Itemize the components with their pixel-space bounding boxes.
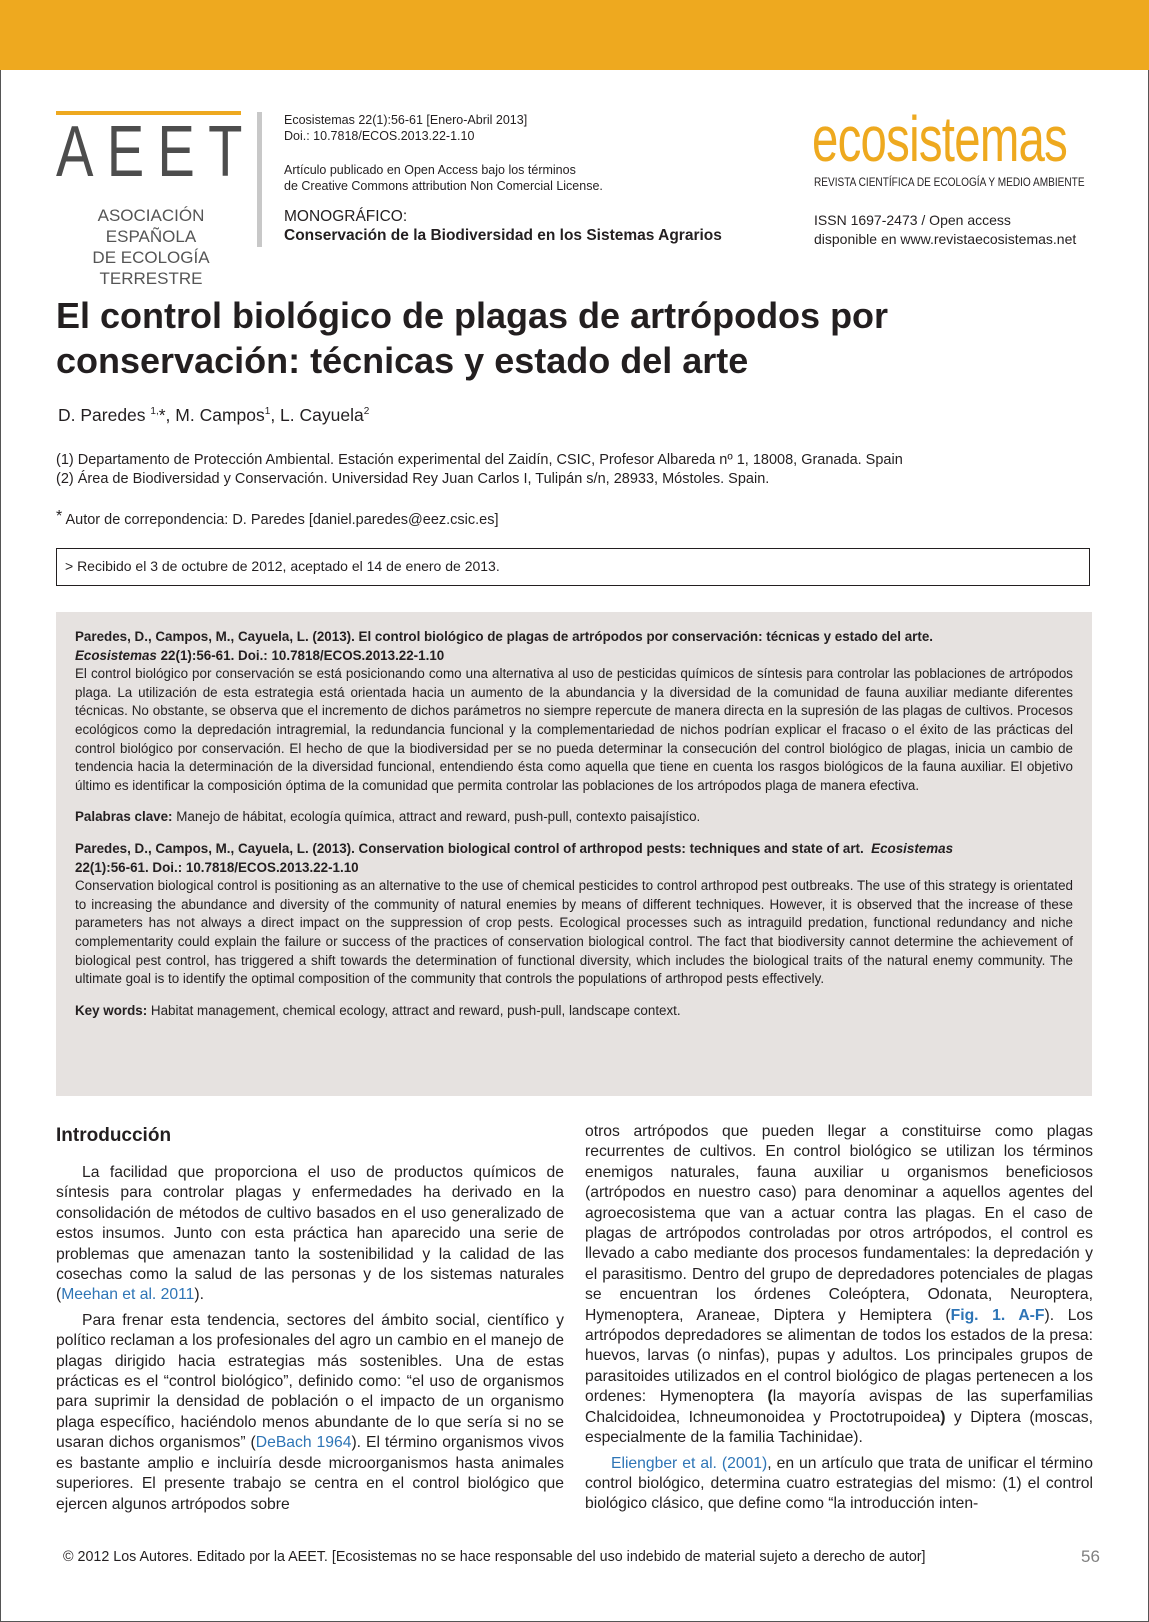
keywords-en-label: Key words: bbox=[75, 1002, 148, 1018]
ecosistemas-subtitle: REVISTA CIENTÍFICA DE ECOLOGÍA Y MEDIO AMBIENTE bbox=[814, 175, 1085, 189]
author-3-sup: 2 bbox=[363, 406, 370, 418]
article-title bbox=[56, 293, 1096, 383]
keywords-en-text: Habitat management, chemical ecology, attract and reward, push-pull, landscape context. bbox=[147, 1002, 681, 1018]
body-column-right bbox=[585, 1122, 1093, 1515]
aeet-subtitle bbox=[56, 205, 246, 289]
affiliations bbox=[56, 451, 903, 489]
abstract-es-ref: Paredes, D., Campos, M., Cayuela, L. (2013). El control biológico de plagas de artrópodos por conservación: técnicas y estado del arte. bbox=[75, 629, 933, 644]
license-line1: Artículo publicado en Open Access bajo los términos bbox=[284, 163, 576, 177]
license-info bbox=[284, 162, 603, 194]
ecosistemas-logo: ecosistemas bbox=[812, 103, 1068, 175]
author-2: *, M. Campos bbox=[158, 405, 265, 425]
abstract-es-doi: 22(1):56-61. Doi.: 10.7818/ECOS.2013.22-1.10 bbox=[156, 647, 445, 663]
author-2-sup: 1 bbox=[264, 406, 271, 418]
keywords-es-label: Palabras clave: bbox=[75, 809, 173, 825]
paragraph-1: La facilidad que proporciona el uso de productos químicos de síntesis para controlar plagas y enfermedades ha derivado en la consolidación de métodos de cultivo basados en el uso generalizado de estos insumos. Junto con esta práctica han aparecido una serie de problemas que amenazan tanto la sostenibilidad y la calidad de las cosechas como la salud de las personas y de los sistemas naturales (Meehan et al. 2011). bbox=[56, 1164, 564, 1304]
affiliation-1: (1) Departamento de Protección Ambiental. Estación experimental del Zaidín, CSIC, Profesor Albareda nº 1, 18008, Granada. Spain bbox=[56, 452, 903, 468]
ref-fig-1[interactable]: Fig. 1. A-F bbox=[950, 1306, 1045, 1324]
header-divider bbox=[257, 112, 262, 247]
keywords-es bbox=[75, 808, 1073, 827]
aeet-subtitle-line1: ASOCIACIÓN ESPAÑOLA bbox=[97, 206, 205, 246]
keywords-es-text: Manejo de hábitat, ecología química, attract and reward, push-pull, contexto paisajístico. bbox=[172, 809, 701, 825]
citation-info bbox=[284, 112, 527, 144]
keywords-en bbox=[75, 1002, 1073, 1021]
issn-info bbox=[814, 211, 1076, 249]
aeet-subtitle-line2: DE ECOLOGÍA TERRESTRE bbox=[92, 248, 210, 288]
paragraph-2: Para frenar esta tendencia, sectores del ámbito social, científico y político reclaman a los profesionales del agro un cambio en el manejo de plagas dirigido hacia estrategias más sostenibles. Una de estas prácticas es el “control biológico”, definido como: “el uso de organismos para suprimir la densidad de población o el impacto de un organismo plaga específico, haciéndolo menos abundante de lo que sería si no se usaran dichos organismos” (DeBach 1964). El término organismos vivos es bastante amplio e incluiría desde microorganismos hasta animales superiores. El presente trabajo se centra en el control biológico que ejercen algunos artrópodos sobre bbox=[56, 1311, 564, 1513]
issn: ISSN 1697-2473 / Open access bbox=[814, 212, 1011, 228]
abstract-es bbox=[75, 628, 1073, 795]
abstract-es-journal: Ecosistemas bbox=[75, 647, 157, 663]
received-box: > Recibido el 3 de octubre de 2012, aceptado el 14 de enero de 2013. bbox=[56, 548, 1090, 586]
footer-copyright: © 2012 Los Autores. Editado por la AEET. [Ecosistemas no se hace responsable del uso indebido de material sujeto a derecho de autor] bbox=[63, 1549, 926, 1565]
section-heading-intro: Introducción bbox=[56, 1125, 172, 1146]
ref-debach-1964[interactable]: DeBach 1964 bbox=[255, 1434, 352, 1452]
authors bbox=[58, 405, 369, 426]
abstract-es-text: El control biológico por conservación se está posicionando como una alternativa al uso de pesticidas químicos de síntesis para controlar las poblaciones de artrópodos plaga. La utilización de esta estrategia está orientada hacia un aumento de la abundancia y la diversidad de la comunidad de fauna auxiliar mediante diferentes técnicas. No obstante, se observa que el incremento de dichos parámetros no siempre repercute de manera directa en la supresión de las plagas de cultivos. Procesos ecológicos como la depredación intragremial, la redundancia funcional y la complementariedad de nichos podrían explicar el fracaso o el éxito de las prácticas del control biológico por conservación. El hecho de que la biodiversidad per se no pueda determinar la consecución del control biológico de plagas, inicia un cambio de tendencia hacia la determinación de la diversidad funcional, entendiendo ésta como aquella que tiene en cuenta los rasgos biológicos de la fauna auxiliar. El objetivo último es identificar la composición óptima de la comunidad que permita controlar las poblaciones de los artrópodos plaga de manera efectiva. bbox=[75, 666, 1073, 793]
page-number: 56 bbox=[1081, 1547, 1100, 1566]
abstract-en-journal: Ecosistemas bbox=[871, 840, 954, 856]
abstract-en-doi: 22(1):56-61. Doi.: 10.7818/ECOS.2013.22-1.10 bbox=[75, 859, 359, 875]
body-column-left bbox=[56, 1163, 564, 1515]
abstract-en-text: Conservation biological control is positioning as an alternative to the use of chemical pesticides to control arthropod pest outbreaks. The use of this strategy is orientated to increasing the abundance and diversity of the community of natural enemies by means of different techniques. However, it is observed that the increase of these parameters has not always a direct impact on the suppression of crop pests. Ecological processes such as intraguild predation, functional redundancy and niche complementarity could explain the failure or success of the practices of conservation biological control. The fact that biodiversity cannot determine the achievement of biological pest control, has triggered a shift towards the determination of functional diversity, which includes the biological traits of the natural enemy community. The ultimate goal is to identify the optimal composition of the community that controls the populations of arthropod pests effectively. bbox=[75, 878, 1073, 987]
affiliation-2: (2) Área de Biodiversidad y Conservación. Universidad Rey Juan Carlos I, Tulipán s/n, 28933, Móstoles. Spain. bbox=[56, 471, 770, 487]
citation-line1: Ecosistemas 22(1):56-61 [Enero-Abril 2013] bbox=[284, 113, 528, 127]
citation-line2: Doi.: 10.7818/ECOS.2013.22-1.10 bbox=[284, 129, 475, 143]
corr-text: Autor de correpondencia: D. Paredes [daniel.paredes@eez.csic.es] bbox=[62, 512, 499, 528]
license-line2: de Creative Commons attribution Non Comercial License. bbox=[284, 179, 603, 193]
abstract-content bbox=[75, 628, 1073, 1020]
abstract-box bbox=[56, 612, 1092, 1096]
author-1: D. Paredes bbox=[58, 405, 151, 425]
abstract-en bbox=[75, 840, 1073, 989]
corr-star: * bbox=[56, 508, 63, 525]
title-line2: conservación: técnicas y estado del arte bbox=[56, 340, 749, 381]
top-accent-bar bbox=[0, 0, 1149, 70]
monograph-title: Conservación de la Biodiversidad en los Sistemas Agrarios bbox=[284, 227, 722, 244]
monograph-label: MONOGRÁFICO: bbox=[284, 208, 408, 225]
ref-meehan-2011[interactable]: Meehan et al. 2011 bbox=[61, 1286, 195, 1304]
paragraph-3: otros artrópodos que pueden llegar a constituirse como plagas recurrentes de cultivos. En control biológico se utilizan los términos enemigos naturales, fauna auxiliar u organismos beneficiosos (artrópodos en nuestro caso) para denominar a aquellos agentes del agroecosistema que van a actuar contra las plagas. En el caso de plagas de artrópodos controladas por otros artrópodos, el control es llevado a cabo mediante dos procesos fundamentales: la depredación y el parasitismo. Dentro del grupo de depredadores potenciales de plagas se encuentran los órdenes Coleóptera, Odonata, Neuroptera, Hymenoptera, Araneae, Diptera y Hemiptera (Fig. 1. A-F). Los artrópodos depredadores se alimentan de todos los estados de la presa: huevos, larvas (o ninfas), pupas y adultos. Los principales grupos de parasitoides utilizados en el control biológico de plagas pertenecen a los ordenes: Hymenoptera (la mayoría avispas de las superfamilias Chalcidoidea, Ichneumonoidea y Proctotrupoidea) y Diptera (moscas, especialmente de la familia Tachinidae). bbox=[585, 1123, 1094, 1447]
title-line1: El control biológico de plagas de artrópodos por bbox=[56, 295, 889, 336]
author-3: , L. Cayuela bbox=[270, 405, 364, 425]
ref-eliengber-2001[interactable]: Eliengber et al. (2001) bbox=[611, 1454, 768, 1472]
paragraph-4: Eliengber et al. (2001), en un artículo que trata de unificar el término control biológico, determina cuatro estrategias del mismo: (1) el control biológico clásico, que define como “la introducción inten- bbox=[585, 1454, 1094, 1513]
availability: disponible en www.revistaecosistemas.net bbox=[814, 231, 1077, 247]
corresponding-author bbox=[56, 508, 499, 528]
author-1-sup: 1, bbox=[150, 406, 159, 418]
abstract-en-ref: Paredes, D., Campos, M., Cayuela, L. (2013). Conservation biological control of arthropod pests: techniques and state of art. bbox=[75, 840, 864, 856]
aeet-logo: AEET bbox=[56, 112, 256, 192]
